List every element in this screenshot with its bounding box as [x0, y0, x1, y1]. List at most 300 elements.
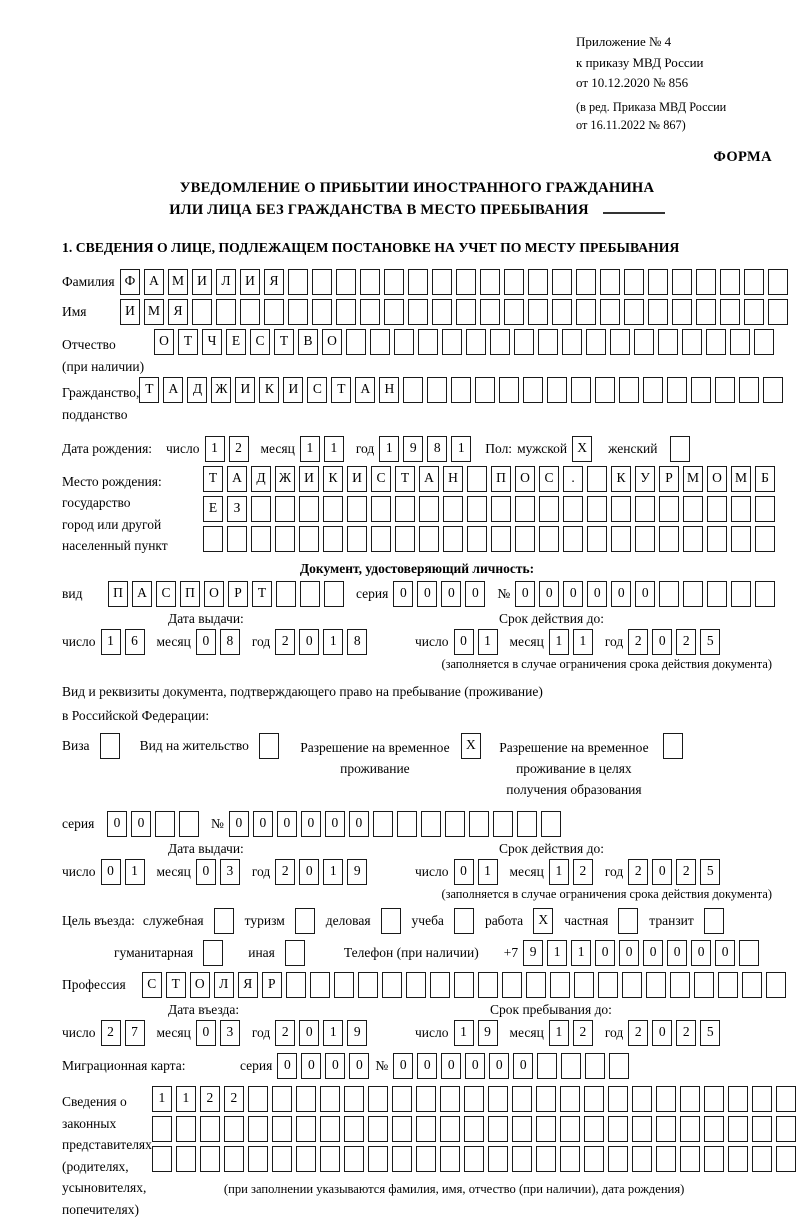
char-cell[interactable]: [632, 1146, 652, 1172]
char-cell[interactable]: Я: [264, 269, 284, 295]
char-cell[interactable]: [715, 377, 735, 403]
char-cell[interactable]: [418, 329, 438, 355]
char-cell[interactable]: [600, 269, 620, 295]
char-cell[interactable]: [552, 299, 572, 325]
phone-cells[interactable]: [523, 940, 759, 966]
char-cell[interactable]: С: [156, 581, 176, 607]
char-cell[interactable]: М: [731, 466, 751, 492]
char-cell[interactable]: [691, 377, 711, 403]
char-cell[interactable]: [397, 811, 417, 837]
char-cell[interactable]: [752, 1146, 772, 1172]
char-cell[interactable]: [370, 329, 390, 355]
char-cell[interactable]: [276, 581, 296, 607]
char-cell[interactable]: А: [227, 466, 247, 492]
char-cell[interactable]: 0: [465, 581, 485, 607]
char-cell[interactable]: [490, 329, 510, 355]
char-cell[interactable]: [467, 466, 487, 492]
char-cell[interactable]: 0: [652, 859, 672, 885]
char-cell[interactable]: [480, 299, 500, 325]
char-cell[interactable]: [334, 972, 354, 998]
char-cell[interactable]: [646, 972, 666, 998]
char-cell[interactable]: 3: [220, 859, 240, 885]
char-cell[interactable]: [346, 329, 366, 355]
char-cell[interactable]: [344, 1146, 364, 1172]
char-cell[interactable]: [360, 269, 380, 295]
char-cell[interactable]: [224, 1146, 244, 1172]
char-cell[interactable]: Ж: [275, 466, 295, 492]
char-cell[interactable]: 0: [349, 811, 369, 837]
char-cell[interactable]: 2: [628, 629, 648, 655]
residence-valid-month[interactable]: [549, 859, 593, 885]
char-cell[interactable]: [152, 1116, 172, 1142]
char-cell[interactable]: [416, 1086, 436, 1112]
char-cell[interactable]: [384, 269, 404, 295]
char-cell[interactable]: [203, 526, 223, 552]
char-cell[interactable]: 0: [301, 811, 321, 837]
char-cell[interactable]: С: [371, 466, 391, 492]
char-cell[interactable]: [488, 1086, 508, 1112]
char-cell[interactable]: 0: [715, 940, 735, 966]
char-cell[interactable]: С: [307, 377, 327, 403]
char-cell[interactable]: [192, 299, 212, 325]
citizenship-cells[interactable]: [139, 377, 783, 403]
char-cell[interactable]: 5: [700, 629, 720, 655]
char-cell[interactable]: 0: [107, 811, 127, 837]
char-cell[interactable]: 1: [454, 1020, 474, 1046]
char-cell[interactable]: Т: [252, 581, 272, 607]
char-cell[interactable]: О: [154, 329, 174, 355]
char-cell[interactable]: [296, 1086, 316, 1112]
char-cell[interactable]: [248, 1086, 268, 1112]
char-cell[interactable]: [537, 1053, 557, 1079]
char-cell[interactable]: [776, 1086, 796, 1112]
char-cell[interactable]: 0: [515, 581, 535, 607]
char-cell[interactable]: [406, 972, 426, 998]
birth-day-cells[interactable]: [205, 436, 249, 462]
char-cell[interactable]: [419, 526, 439, 552]
char-cell[interactable]: [672, 269, 692, 295]
char-cell[interactable]: 6: [125, 629, 145, 655]
char-cell[interactable]: [523, 377, 543, 403]
char-cell[interactable]: [152, 1146, 172, 1172]
char-cell[interactable]: 1: [549, 629, 569, 655]
birth-month-cells[interactable]: [300, 436, 344, 462]
char-cell[interactable]: [538, 329, 558, 355]
char-cell[interactable]: [683, 496, 703, 522]
char-cell[interactable]: Л: [214, 972, 234, 998]
char-cell[interactable]: [296, 1146, 316, 1172]
char-cell[interactable]: [344, 1086, 364, 1112]
char-cell[interactable]: 7: [125, 1020, 145, 1046]
char-cell[interactable]: [731, 496, 751, 522]
char-cell[interactable]: [432, 269, 452, 295]
char-cell[interactable]: О: [515, 466, 535, 492]
char-cell[interactable]: 0: [563, 581, 583, 607]
entry-month[interactable]: [196, 1020, 240, 1046]
char-cell[interactable]: [248, 1116, 268, 1142]
char-cell[interactable]: [608, 1146, 628, 1172]
char-cell[interactable]: [763, 377, 783, 403]
char-cell[interactable]: 1: [205, 436, 225, 462]
char-cell[interactable]: Т: [331, 377, 351, 403]
char-cell[interactable]: [563, 526, 583, 552]
char-cell[interactable]: 0: [393, 581, 413, 607]
char-cell[interactable]: [720, 299, 740, 325]
char-cell[interactable]: [730, 329, 750, 355]
char-cell[interactable]: 1: [573, 629, 593, 655]
char-cell[interactable]: [706, 329, 726, 355]
char-cell[interactable]: [659, 496, 679, 522]
char-cell[interactable]: [371, 496, 391, 522]
char-cell[interactable]: [200, 1116, 220, 1142]
char-cell[interactable]: Я: [238, 972, 258, 998]
char-cell[interactable]: 0: [393, 1053, 413, 1079]
char-cell[interactable]: 2: [275, 1020, 295, 1046]
char-cell[interactable]: 1: [571, 940, 591, 966]
char-cell[interactable]: [611, 526, 631, 552]
char-cell[interactable]: Т: [139, 377, 159, 403]
char-cell[interactable]: О: [707, 466, 727, 492]
char-cell[interactable]: 2: [275, 859, 295, 885]
char-cell[interactable]: 1: [549, 1020, 569, 1046]
char-cell[interactable]: О: [204, 581, 224, 607]
char-cell[interactable]: [272, 1086, 292, 1112]
char-cell[interactable]: [176, 1116, 196, 1142]
char-cell[interactable]: [347, 496, 367, 522]
char-cell[interactable]: 1: [478, 629, 498, 655]
char-cell[interactable]: [517, 811, 537, 837]
char-cell[interactable]: [752, 1086, 772, 1112]
char-cell[interactable]: 0: [417, 581, 437, 607]
char-cell[interactable]: 0: [454, 859, 474, 885]
char-cell[interactable]: [584, 1116, 604, 1142]
char-cell[interactable]: [296, 1116, 316, 1142]
char-cell[interactable]: [155, 811, 175, 837]
char-cell[interactable]: 8: [220, 629, 240, 655]
char-cell[interactable]: Р: [659, 466, 679, 492]
char-cell[interactable]: [504, 299, 524, 325]
char-cell[interactable]: 1: [101, 629, 121, 655]
char-cell[interactable]: [744, 299, 764, 325]
char-cell[interactable]: [466, 329, 486, 355]
char-cell[interactable]: [427, 377, 447, 403]
char-cell[interactable]: [600, 299, 620, 325]
char-cell[interactable]: К: [323, 466, 343, 492]
char-cell[interactable]: [300, 581, 320, 607]
char-cell[interactable]: [403, 377, 423, 403]
char-cell[interactable]: 2: [275, 629, 295, 655]
char-cell[interactable]: [480, 269, 500, 295]
char-cell[interactable]: [576, 299, 596, 325]
char-cell[interactable]: [619, 377, 639, 403]
char-cell[interactable]: 0: [652, 1020, 672, 1046]
char-cell[interactable]: [514, 329, 534, 355]
char-cell[interactable]: [587, 526, 607, 552]
char-cell[interactable]: [395, 496, 415, 522]
char-cell[interactable]: 0: [277, 1053, 297, 1079]
char-cell[interactable]: [176, 1146, 196, 1172]
char-cell[interactable]: 9: [478, 1020, 498, 1046]
char-cell[interactable]: [635, 496, 655, 522]
char-cell[interactable]: К: [611, 466, 631, 492]
char-cell[interactable]: [755, 581, 775, 607]
char-cell[interactable]: [442, 329, 462, 355]
char-cell[interactable]: [416, 1116, 436, 1142]
char-cell[interactable]: [464, 1116, 484, 1142]
representatives-row2-cells[interactable]: [152, 1116, 796, 1142]
gender-male-checkbox[interactable]: X: [572, 436, 592, 462]
char-cell[interactable]: [512, 1086, 532, 1112]
char-cell[interactable]: [451, 377, 471, 403]
char-cell[interactable]: 1: [549, 859, 569, 885]
char-cell[interactable]: У: [635, 466, 655, 492]
char-cell[interactable]: Я: [168, 299, 188, 325]
char-cell[interactable]: 0: [301, 1053, 321, 1079]
char-cell[interactable]: А: [132, 581, 152, 607]
char-cell[interactable]: 0: [587, 581, 607, 607]
char-cell[interactable]: [610, 329, 630, 355]
char-cell[interactable]: 0: [325, 1053, 345, 1079]
stay-year[interactable]: [628, 1020, 720, 1046]
char-cell[interactable]: [502, 972, 522, 998]
char-cell[interactable]: [587, 466, 607, 492]
purpose-private-checkbox[interactable]: [618, 908, 638, 934]
char-cell[interactable]: [696, 269, 716, 295]
char-cell[interactable]: [720, 269, 740, 295]
representatives-row1-cells[interactable]: [152, 1086, 796, 1112]
char-cell[interactable]: [275, 526, 295, 552]
char-cell[interactable]: 1: [152, 1086, 172, 1112]
char-cell[interactable]: 0: [299, 629, 319, 655]
purpose-humanitarian-checkbox[interactable]: [203, 940, 223, 966]
char-cell[interactable]: М: [168, 269, 188, 295]
char-cell[interactable]: [432, 299, 452, 325]
residence-valid-year[interactable]: [628, 859, 720, 885]
char-cell[interactable]: 2: [676, 859, 696, 885]
char-cell[interactable]: [742, 972, 762, 998]
char-cell[interactable]: 1: [478, 859, 498, 885]
char-cell[interactable]: [768, 299, 788, 325]
char-cell[interactable]: И: [120, 299, 140, 325]
char-cell[interactable]: 1: [323, 1020, 343, 1046]
char-cell[interactable]: [358, 972, 378, 998]
char-cell[interactable]: 0: [299, 1020, 319, 1046]
char-cell[interactable]: Б: [755, 466, 775, 492]
char-cell[interactable]: [595, 377, 615, 403]
char-cell[interactable]: Ж: [211, 377, 231, 403]
char-cell[interactable]: 0: [643, 940, 663, 966]
char-cell[interactable]: [336, 269, 356, 295]
char-cell[interactable]: 9: [347, 859, 367, 885]
char-cell[interactable]: [728, 1086, 748, 1112]
char-cell[interactable]: 0: [349, 1053, 369, 1079]
visa-checkbox[interactable]: [100, 733, 120, 759]
char-cell[interactable]: 2: [200, 1086, 220, 1112]
identity-valid-year[interactable]: [628, 629, 720, 655]
char-cell[interactable]: 0: [489, 1053, 509, 1079]
char-cell[interactable]: [704, 1116, 724, 1142]
char-cell[interactable]: [731, 526, 751, 552]
char-cell[interactable]: [224, 1116, 244, 1142]
char-cell[interactable]: З: [227, 496, 247, 522]
char-cell[interactable]: Н: [379, 377, 399, 403]
char-cell[interactable]: [456, 269, 476, 295]
char-cell[interactable]: [264, 299, 284, 325]
purpose-study-checkbox[interactable]: [454, 908, 474, 934]
char-cell[interactable]: М: [144, 299, 164, 325]
char-cell[interactable]: [704, 1146, 724, 1172]
char-cell[interactable]: [382, 972, 402, 998]
char-cell[interactable]: 0: [299, 859, 319, 885]
entry-year[interactable]: [275, 1020, 367, 1046]
char-cell[interactable]: [766, 972, 786, 998]
char-cell[interactable]: 2: [224, 1086, 244, 1112]
char-cell[interactable]: [320, 1086, 340, 1112]
char-cell[interactable]: [392, 1086, 412, 1112]
char-cell[interactable]: [648, 269, 668, 295]
char-cell[interactable]: [344, 1116, 364, 1142]
char-cell[interactable]: А: [163, 377, 183, 403]
char-cell[interactable]: 1: [176, 1086, 196, 1112]
char-cell[interactable]: Е: [226, 329, 246, 355]
char-cell[interactable]: [526, 972, 546, 998]
char-cell[interactable]: 1: [451, 436, 471, 462]
char-cell[interactable]: [528, 299, 548, 325]
char-cell[interactable]: [440, 1086, 460, 1112]
surname-cells[interactable]: [120, 269, 788, 295]
char-cell[interactable]: 0: [611, 581, 631, 607]
residence-number-cells[interactable]: [229, 811, 561, 837]
char-cell[interactable]: Т: [178, 329, 198, 355]
char-cell[interactable]: [728, 1116, 748, 1142]
char-cell[interactable]: [656, 1116, 676, 1142]
char-cell[interactable]: 1: [323, 859, 343, 885]
char-cell[interactable]: 1: [300, 436, 320, 462]
char-cell[interactable]: [216, 299, 236, 325]
char-cell[interactable]: [467, 496, 487, 522]
char-cell[interactable]: [707, 526, 727, 552]
char-cell[interactable]: [755, 526, 775, 552]
char-cell[interactable]: 2: [676, 1020, 696, 1046]
char-cell[interactable]: И: [235, 377, 255, 403]
char-cell[interactable]: [776, 1116, 796, 1142]
char-cell[interactable]: [360, 299, 380, 325]
migration-number-cells[interactable]: [393, 1053, 629, 1079]
char-cell[interactable]: [731, 581, 751, 607]
identity-issue-day[interactable]: [101, 629, 145, 655]
char-cell[interactable]: 0: [619, 940, 639, 966]
stay-day[interactable]: [454, 1020, 498, 1046]
char-cell[interactable]: Ч: [202, 329, 222, 355]
char-cell[interactable]: Е: [203, 496, 223, 522]
char-cell[interactable]: [515, 496, 535, 522]
char-cell[interactable]: Р: [228, 581, 248, 607]
char-cell[interactable]: [586, 329, 606, 355]
char-cell[interactable]: [752, 1116, 772, 1142]
char-cell[interactable]: [560, 1146, 580, 1172]
char-cell[interactable]: [371, 526, 391, 552]
char-cell[interactable]: П: [108, 581, 128, 607]
char-cell[interactable]: [275, 496, 295, 522]
char-cell[interactable]: [768, 269, 788, 295]
char-cell[interactable]: [323, 496, 343, 522]
char-cell[interactable]: [454, 972, 474, 998]
migration-series-cells[interactable]: [277, 1053, 369, 1079]
char-cell[interactable]: [707, 581, 727, 607]
char-cell[interactable]: [419, 496, 439, 522]
char-cell[interactable]: И: [192, 269, 212, 295]
purpose-business-checkbox[interactable]: [381, 908, 401, 934]
char-cell[interactable]: Т: [166, 972, 186, 998]
char-cell[interactable]: [632, 1116, 652, 1142]
char-cell[interactable]: [179, 811, 199, 837]
char-cell[interactable]: [299, 496, 319, 522]
char-cell[interactable]: 0: [196, 629, 216, 655]
char-cell[interactable]: [634, 329, 654, 355]
char-cell[interactable]: [754, 329, 774, 355]
char-cell[interactable]: [445, 811, 465, 837]
char-cell[interactable]: [323, 526, 343, 552]
purpose-work-checkbox[interactable]: X: [533, 908, 553, 934]
char-cell[interactable]: [499, 377, 519, 403]
identity-issue-month[interactable]: [196, 629, 240, 655]
char-cell[interactable]: [512, 1116, 532, 1142]
identity-valid-month[interactable]: [549, 629, 593, 655]
birthplace-row3-cells[interactable]: [203, 526, 775, 552]
char-cell[interactable]: [491, 526, 511, 552]
char-cell[interactable]: [272, 1116, 292, 1142]
char-cell[interactable]: [755, 496, 775, 522]
char-cell[interactable]: [539, 496, 559, 522]
char-cell[interactable]: [286, 972, 306, 998]
char-cell[interactable]: [683, 526, 703, 552]
char-cell[interactable]: .: [563, 466, 583, 492]
char-cell[interactable]: [288, 269, 308, 295]
char-cell[interactable]: [658, 329, 678, 355]
char-cell[interactable]: [728, 1146, 748, 1172]
char-cell[interactable]: 0: [691, 940, 711, 966]
char-cell[interactable]: [493, 811, 513, 837]
char-cell[interactable]: 1: [379, 436, 399, 462]
char-cell[interactable]: 9: [403, 436, 423, 462]
char-cell[interactable]: [491, 496, 511, 522]
birthplace-row2-cells[interactable]: [203, 496, 775, 522]
char-cell[interactable]: 0: [253, 811, 273, 837]
char-cell[interactable]: С: [142, 972, 162, 998]
char-cell[interactable]: [680, 1116, 700, 1142]
char-cell[interactable]: [571, 377, 591, 403]
char-cell[interactable]: [288, 299, 308, 325]
purpose-transit-checkbox[interactable]: [704, 908, 724, 934]
char-cell[interactable]: [624, 269, 644, 295]
char-cell[interactable]: [336, 299, 356, 325]
char-cell[interactable]: [696, 299, 716, 325]
char-cell[interactable]: [667, 377, 687, 403]
char-cell[interactable]: 2: [573, 1020, 593, 1046]
char-cell[interactable]: [672, 299, 692, 325]
char-cell[interactable]: 0: [101, 859, 121, 885]
char-cell[interactable]: [680, 1146, 700, 1172]
char-cell[interactable]: [656, 1146, 676, 1172]
identity-issue-year[interactable]: [275, 629, 367, 655]
char-cell[interactable]: 0: [131, 811, 151, 837]
char-cell[interactable]: 8: [347, 629, 367, 655]
char-cell[interactable]: [598, 972, 618, 998]
char-cell[interactable]: [240, 299, 260, 325]
char-cell[interactable]: И: [240, 269, 260, 295]
char-cell[interactable]: [394, 329, 414, 355]
birthplace-row1-cells[interactable]: [203, 466, 775, 492]
